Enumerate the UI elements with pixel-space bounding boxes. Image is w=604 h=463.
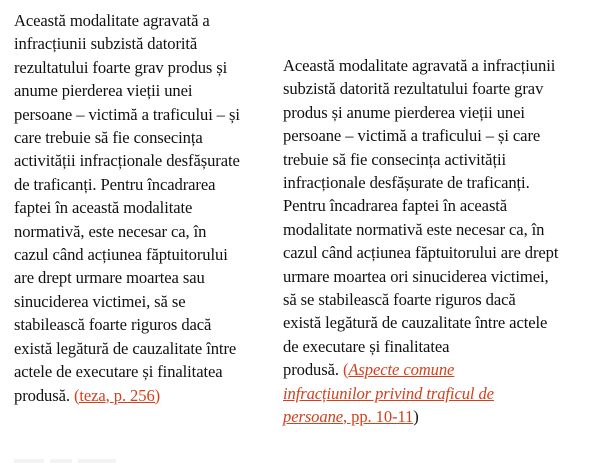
right-line: modalitate normativă este necesar ca, în bbox=[283, 219, 545, 239]
right-line: există legătură de cauzalitate între actele bbox=[283, 313, 548, 333]
right-citation-close-paren: ) bbox=[413, 407, 419, 427]
left-line: sinuciderea victimei, să se bbox=[14, 291, 186, 311]
left-line: rezultatului foarte grav produs și bbox=[14, 57, 228, 77]
right-citation-title-link[interactable]: Aspecte comune bbox=[348, 360, 455, 380]
right-line: cazul când acțiunea făptuitorului are drept bbox=[283, 243, 559, 263]
right-line: urmare moartea ori sinuciderea victimei, bbox=[283, 266, 549, 286]
left-line: persoane – victimă a traficului – și bbox=[14, 104, 240, 124]
right-text-column bbox=[283, 54, 603, 429]
left-line: actele de executare și finalitatea bbox=[14, 362, 223, 382]
left-line: stabilească foarte riguros dacă bbox=[14, 315, 212, 335]
right-citation-open-paren: ( bbox=[342, 360, 349, 380]
right-line: trebuie să fie consecința activității bbox=[283, 149, 506, 169]
left-line: care trebuie să fie consecința bbox=[14, 128, 203, 148]
faded-word bbox=[14, 459, 44, 463]
right-citation-pages-link[interactable]: , pp. 10-11 bbox=[343, 407, 414, 427]
right-line: Această modalitate agravată a infracțiunii bbox=[283, 56, 556, 75]
cropped-next-line-fragment bbox=[14, 452, 124, 463]
faded-word bbox=[78, 459, 116, 463]
left-last-line-text: produsă. bbox=[14, 385, 74, 405]
left-line: normativă, este necesar ca, în bbox=[14, 221, 207, 241]
right-line: subzistă datorită rezultatului foarte grav bbox=[283, 79, 544, 99]
left-line: infracțiunii subzistă datorită bbox=[14, 34, 198, 54]
left-line: faptei în această modalitate bbox=[14, 198, 193, 218]
right-last-line-text: produsă. bbox=[283, 360, 343, 380]
right-citation-title-link[interactable]: infracțiunilor privind traficul de bbox=[283, 383, 494, 403]
right-line: de executare și finalitatea bbox=[283, 336, 450, 356]
left-line: există legătură de cauzalitate între bbox=[14, 338, 237, 358]
right-line: să se stabilească foarte riguros dacă bbox=[283, 290, 516, 310]
left-last-line bbox=[14, 384, 286, 407]
left-line: cazul când acțiunea făptuitorului bbox=[14, 245, 228, 265]
right-line: persoane – victimă a traficului – și care bbox=[283, 126, 541, 146]
left-line: are drept urmare moartea sau bbox=[14, 268, 205, 288]
faded-word bbox=[50, 459, 72, 463]
left-text-column bbox=[14, 9, 286, 407]
right-line: produs și anume pierderea vieții unei bbox=[283, 102, 525, 122]
right-line: infracționale desfășurate de traficanți. bbox=[283, 173, 530, 193]
left-line: anume pierderea vieții unei bbox=[14, 81, 193, 101]
right-citation-title-link[interactable]: persoane bbox=[283, 407, 344, 427]
right-citation-line-3 bbox=[283, 405, 603, 428]
left-citation-link[interactable]: (teza, p. 256) bbox=[73, 385, 161, 405]
right-citation-line-2 bbox=[283, 382, 603, 405]
right-citation-line-1 bbox=[283, 358, 603, 381]
left-line: de traficanți. Pentru încadrarea bbox=[14, 174, 216, 194]
left-line: Această modalitate agravată a bbox=[14, 11, 210, 30]
right-line: Pentru încadrarea faptei în această bbox=[283, 196, 508, 216]
left-line: activității infracționale desfășurate bbox=[14, 151, 240, 171]
